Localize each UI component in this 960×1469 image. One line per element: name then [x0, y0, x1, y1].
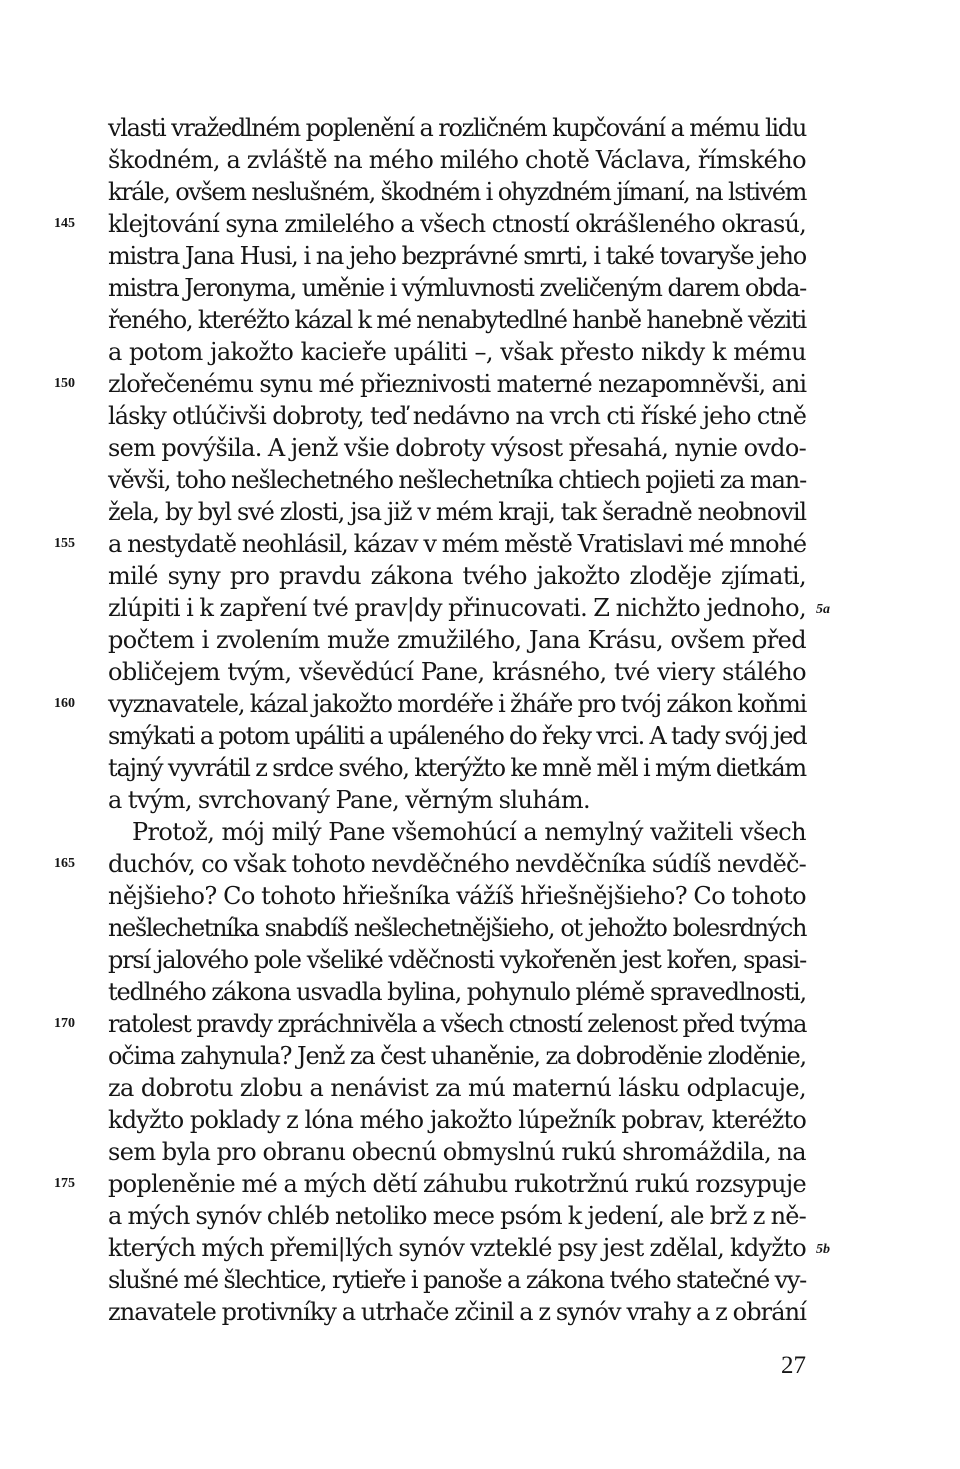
text-line: prsí jalového pole všeliké vděčnosti vykořeněn jest kořen, spasi-: [108, 946, 806, 974]
text-line: klejtování syna zmilelého a všech ctností okrášleného okrasú,: [108, 210, 806, 238]
text-line: kdyžto poklady z lóna mého jakožto lúpežník pobrav, kteréžto: [108, 1106, 806, 1134]
text-line: kterých mých přemi|lých synóv vzteklé psy jest zdělal, kdyžto: [108, 1234, 806, 1262]
text-line: Protož, mój milý Pane všemohúcí a nemylný važiteli všech: [132, 818, 806, 846]
text-line: krále, ovšem neslušném, škodném i ohyzdném jímaní, na lstivém: [108, 178, 806, 206]
text-line: tajný vyvrátil z srdce svého, kterýžto ke mně měl i mým dietkám: [108, 754, 806, 782]
text-line: věvši, toho nešlechetného nešlechetníka chtiech pojieti za man-: [108, 466, 807, 494]
text-line: slušné mé šlechtice, rytieře i panoše a zákona tvého statečné vy-: [108, 1266, 806, 1294]
line-number: 155: [54, 536, 75, 551]
text-line: žela, by byl své zlosti, jsa již v mém kraji, tak šeradně neobnovil: [108, 498, 806, 526]
folio-reference: 5a: [816, 602, 830, 617]
text-line: a potom jakožto kacieře upáliti –, však přesto nikdy k mému: [108, 338, 806, 366]
text-line: sem byla pro obranu obecnú obmyslnú rukú shromáždila, na: [108, 1138, 806, 1166]
text-line: zlúpiti i k zapření tvé prav|dy přinucovati. Z nichžto jednoho,: [108, 594, 806, 622]
page-number: 27: [781, 1352, 806, 1379]
text-line: zlořečenému synu mé přieznivosti materné nezapomněvši, ani: [108, 370, 806, 398]
text-line: mistra Jeronyma, uměnie i výmluvnosti zveličeným darem obda-: [108, 274, 806, 302]
text-line: smýkati a potom upáliti a upáleného do řeky vrci. A tady svój jed: [108, 722, 807, 750]
text-line: a nestydatě neohlásil, kázav v mém městě Vratislavi mé mnohé: [108, 530, 806, 558]
text-line: ratolest pravdy zpráchnivěla a všech ctností zelenost před tvýma: [108, 1010, 806, 1038]
text-line: vyznavatele, kázal jakožto mordéře i žháře pro tvój zákon koňmi: [108, 690, 807, 718]
text-line: a tvým, svrchovaný Pane, věrným sluhám.: [108, 786, 591, 814]
line-number: 175: [54, 1176, 75, 1191]
text-line: za dobrotu zlobu a nenávist za mú maternú lásku odplacuje,: [108, 1074, 806, 1102]
text-line: řeného, kteréžto kázal k mé nenabytedlné hanbě hanebně věziti: [108, 306, 807, 334]
text-line: tedlného zákona usvadla bylina, pohynulo plémě spravedlnosti,: [108, 978, 806, 1006]
text-line: duchóv, co však tohoto nevděčného nevděčníka súdíš nevděč-: [108, 850, 806, 878]
text-line: a mých synóv chléb netoliko mece psóm k jedení, ale brž z ně-: [108, 1202, 806, 1230]
text-line: mistra Jana Husi, i na jeho bezprávné smrti, i také tovaryše jeho: [108, 242, 806, 270]
text-line: očima zahynula? Jenž za čest uhaněnie, za dobroděnie zloděnie,: [108, 1042, 806, 1070]
text-line: počtem i zvolením muže zmužilého, Jana Krásu, ovšem před: [108, 626, 806, 654]
text-line: popleněnie mé a mých dětí záhubu rukotržnú rukú rozsypuje: [108, 1170, 806, 1198]
folio-reference: 5b: [816, 1242, 830, 1257]
text-line: sem povýšila. A jenž všie dobroty výsost přesahá, nynie ovdo-: [108, 434, 806, 462]
text-line: obličejem tvým, vševědúcí Pane, krásného, tvé viery stálého: [108, 658, 806, 686]
line-number: 150: [54, 376, 75, 391]
line-number: 165: [54, 856, 75, 871]
text-line: lásky otlúčivši dobroty, teď nedávno na vrch cti říské jeho ctně: [108, 402, 806, 430]
text-line: vlasti vražedlném poplenění a rozličném kupčování a mému lidu: [108, 114, 806, 142]
text-line: škodném, a zvláště na mého milého chotě Václava, římského: [108, 146, 806, 174]
line-number: 160: [54, 696, 75, 711]
text-line: nešlechetníka snabdíš nešlechetnějšieho, ot jehožto bolesrdných: [108, 914, 806, 942]
line-number: 170: [54, 1016, 75, 1031]
line-number: 145: [54, 216, 75, 231]
text-line: milé syny pro pravdu zákona tvého jakožto zloděje zjímati,: [108, 562, 806, 590]
text-line: nějšieho? Co tohoto hřiešníka vážíš hřiešnějšieho? Co tohoto: [108, 882, 806, 910]
text-line: znavatele protivníky a utrhače zčinil a z synóv vrahy a z obrání: [108, 1298, 806, 1326]
